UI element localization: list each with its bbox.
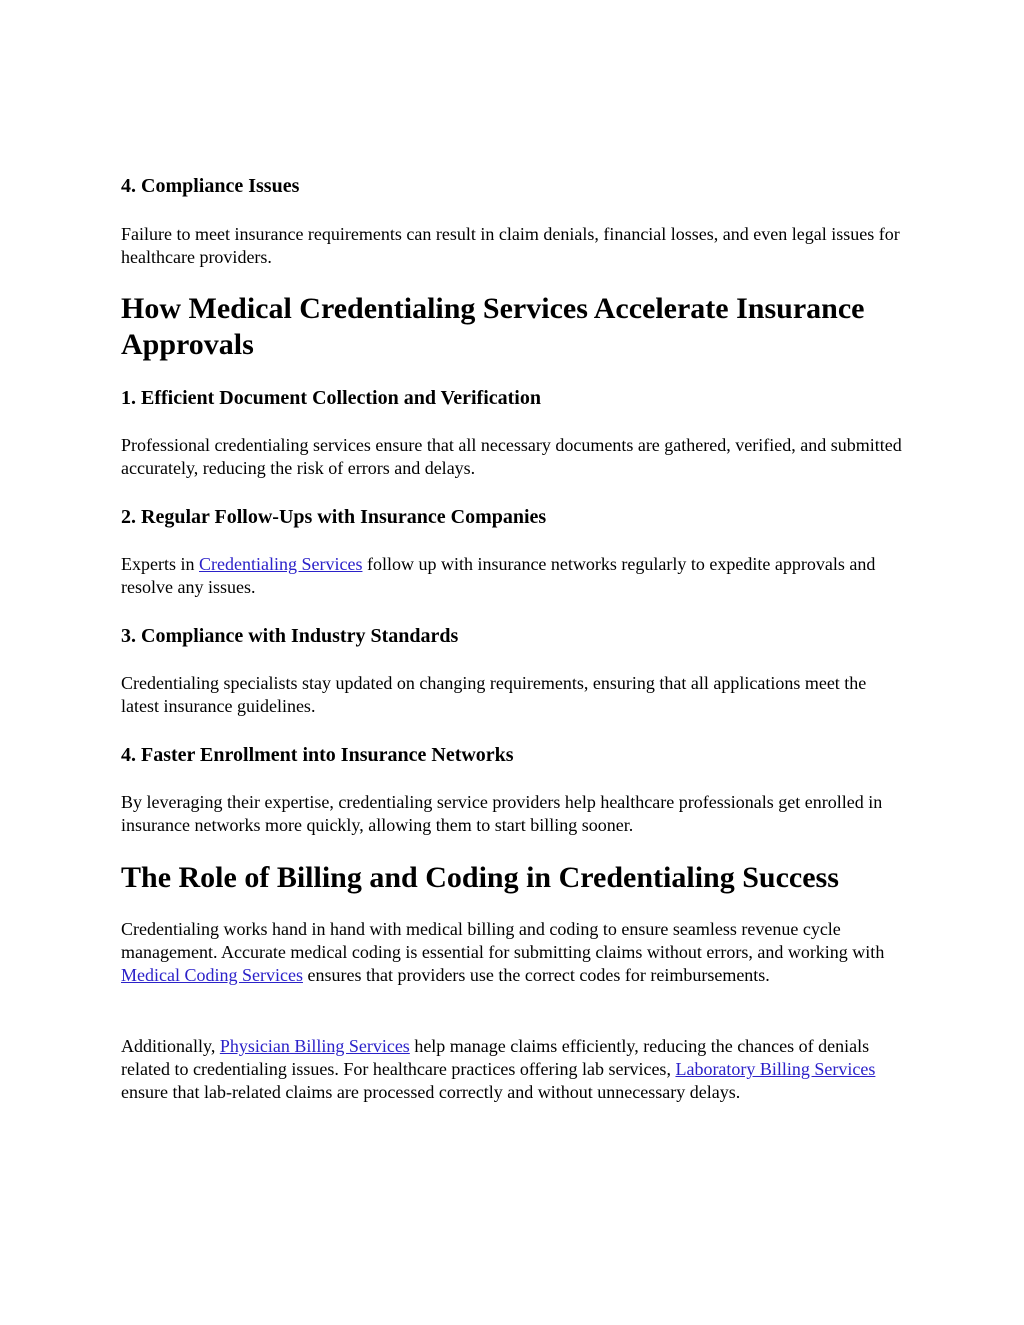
physician-billing-services-link[interactable]: Physician Billing Services xyxy=(219,1036,410,1056)
para-2-start: Additionally, xyxy=(121,1036,220,1056)
item-3-heading: 3. Compliance with Industry Standards xyxy=(121,625,459,647)
item-2-body-end: follow up with insurance networks regularly to expedite approvals and resolve any issues. xyxy=(121,554,876,597)
credentialing-services-link[interactable]: Credentialing Services xyxy=(199,554,363,574)
item-3-body: Credentialing specialists stay updated on changing requirements, ensuring that all applications meet the latest insurance guidelines. xyxy=(121,673,867,716)
item-4-body: By leveraging their expertise, credentialing service providers help healthcare professionals get enrolled in insurance networks more quickly, allowing them to start billing sooner. xyxy=(121,792,883,835)
medical-coding-services-link[interactable]: Medical Coding Services xyxy=(121,965,303,985)
para-1-end: ensures that providers use the correct codes for reimbursements. xyxy=(302,965,770,985)
item-4-heading: 4. Faster Enrollment into Insurance Networks xyxy=(121,744,514,766)
laboratory-billing-services-link[interactable]: Laboratory Billing Services xyxy=(675,1059,876,1079)
compliance-issues-body: Failure to meet insurance requirements can result in claim denials, financial losses, and even legal issues for healthcare providers. xyxy=(121,224,900,267)
compliance-issues-heading: 4. Compliance Issues xyxy=(121,175,300,197)
item-1-body: Professional credentialing services ensure that all necessary documents are gathered, verified, and submitted accurately, reducing the risk of errors and delays. xyxy=(121,435,902,478)
billing-coding-para-2 xyxy=(121,1035,906,1104)
item-2-body-start: Experts in xyxy=(121,554,199,574)
accelerate-heading: How Medical Credentialing Services Accelerate Insurance Approvals xyxy=(121,292,865,361)
item-1-heading: 1. Efficient Document Collection and Verification xyxy=(121,387,541,409)
para-2-middle: help manage claims efficiently, reducing the chances of denials related to credentialing issues. For healthcare practices offering lab services, xyxy=(121,1036,870,1079)
para-2-end: ensure that lab-related claims are processed correctly and without unnecessary delays. xyxy=(121,1082,741,1102)
billing-coding-para-1 xyxy=(121,918,906,987)
billing-coding-heading: The Role of Billing and Coding in Credentialing Success xyxy=(121,861,839,894)
item-2-heading: 2. Regular Follow-Ups with Insurance Companies xyxy=(121,506,547,528)
para-1-start: Credentialing works hand in hand with medical billing and coding to ensure seamless revenue cycle management. Accurate medical coding is essential for submitting claims without errors, and working with xyxy=(121,919,885,962)
item-2-body xyxy=(121,553,906,599)
